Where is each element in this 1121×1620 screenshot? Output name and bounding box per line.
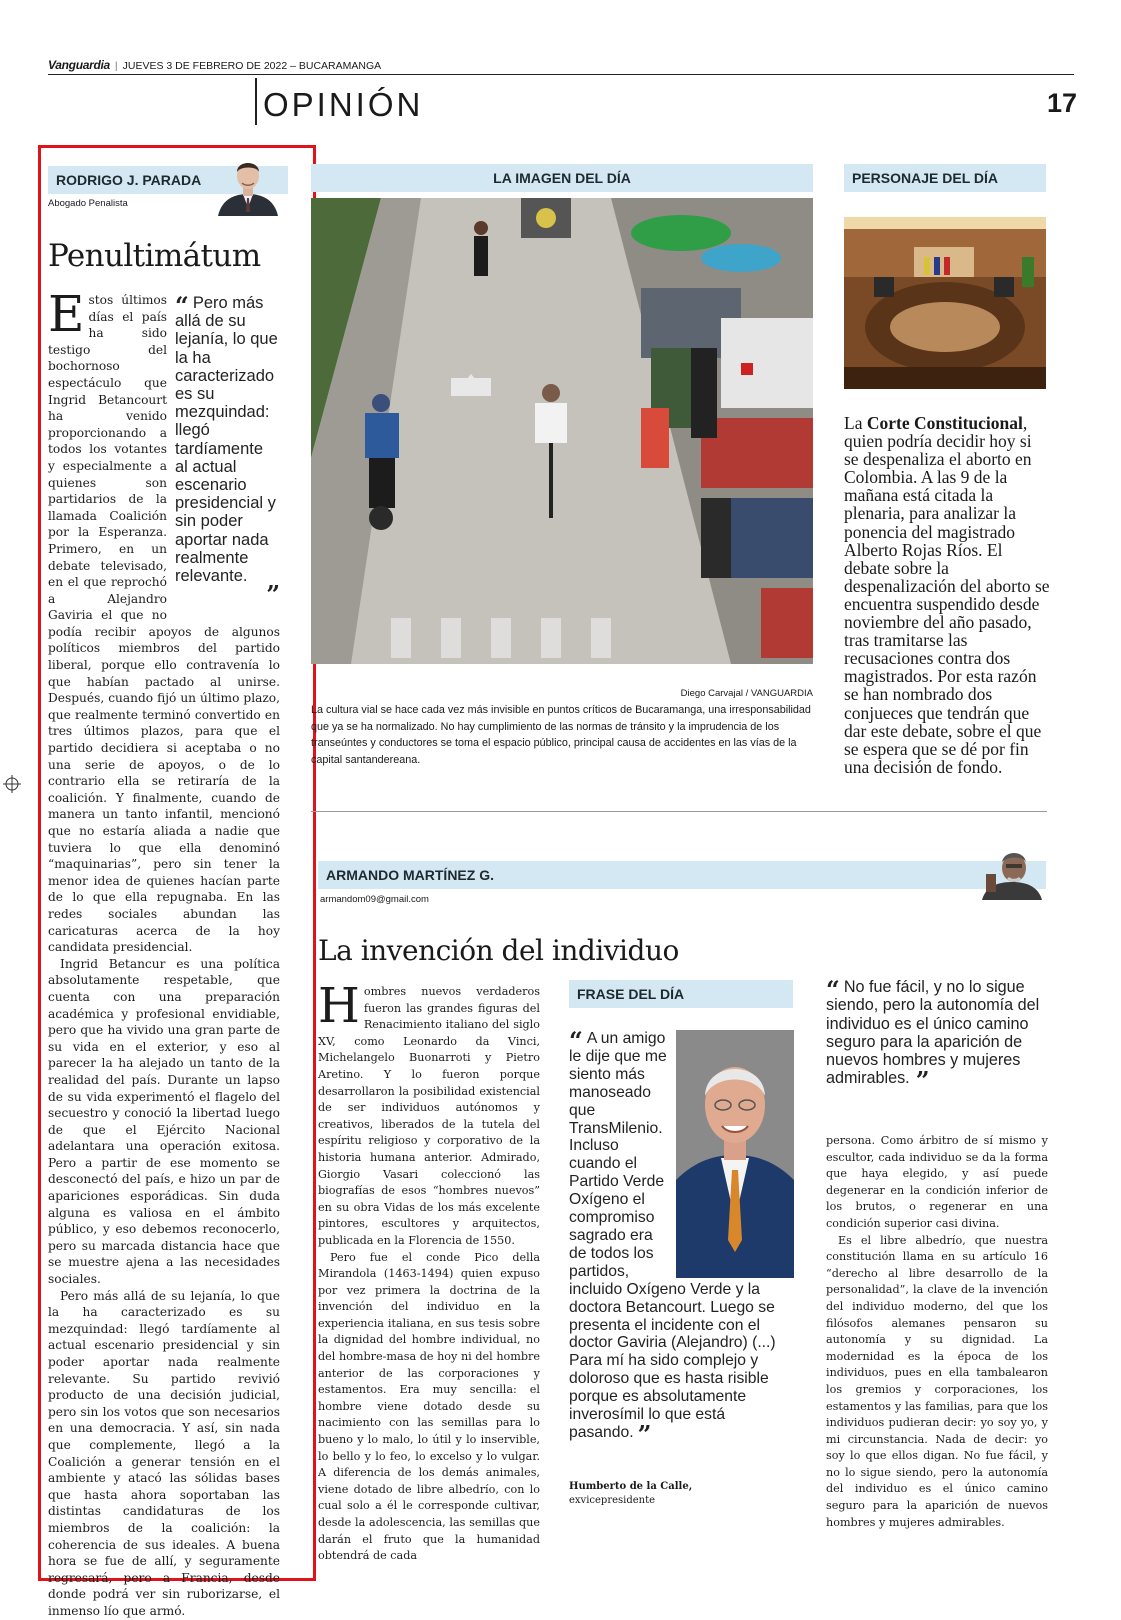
author-photo: [978, 848, 1046, 900]
photo-credit: Diego Carvajal / VANGUARDIA: [680, 688, 813, 699]
quote-author-role: exvicepresidente: [569, 1495, 656, 1506]
author-title: Abogado Penalista: [48, 198, 128, 209]
column-body: [48, 285, 280, 1618]
court-chamber-photo: [844, 217, 1046, 389]
masthead-rule: [48, 74, 1074, 75]
close-quote-icon: ”: [637, 1419, 652, 1449]
paragraph: Ingrid Betancur es una política absolutamente respetable, que cuenta con una preparación académica y profesional envidiable, pero que ha vivido una gran parte de su vida en el exterior, y eso al parecer la ha alejado un tanto de la realidad del país. Durante un lapso de su vida experimentó el flagelo del secuestro y conoció la libertad luego de que el Ejército Nacional adelantara una operación exitosa. Pero a partir de ese momento se desconectó del país, e hizo un par de apariciones esporádicas. Sin duda alguna es valiosa en el ámbito público, y eso debemos reconocerlo, pero su marcada distancia hace que se muestre ajena a las necesidades sociales.: [48, 956, 280, 1287]
date-line: JUEVES 3 DE FEBRERO DE 2022 – BUCARAMANGA: [122, 60, 382, 72]
open-quote-icon: “: [569, 1026, 583, 1055]
column-headline: La invención del individuo: [318, 934, 679, 967]
paragraph: persona. Como árbitro de sí mismo y escultor, cada individuo se da la forma que haya elegido, y así puede degenerar en la condición inferior de los brutos, o regenerar en una condición superior casi divina.: [826, 1134, 1048, 1230]
pull-quote: [175, 291, 280, 610]
quote-author: Humberto de la Calle,: [569, 1481, 693, 1492]
photo-spacer: [674, 1030, 794, 1280]
paragraph-text: ombres nuevos verdaderos fueron las grandes figuras del Renacimiento italiano del siglo XV, como Leonardo da Vinci, Michelangelo Buonarroti y Pietro Aretino. Y lo fueron porque desarrollaron la posibilidad existencial de ser individuos autónomos y creativos, liberados de la tutela del espíritu religioso y corporativo de la historia humana anterior. Admirado, Giorgio Vasari coleccionó las biografías de esos “hombres nuevos” en su obra Vidas de los más excelente pintores, escultores y arquitectos, publicada en la Florencia de 1550.: [318, 985, 540, 1247]
masthead: [48, 58, 1074, 74]
street-photo: [311, 198, 813, 664]
section-title: OPINIÓN: [263, 86, 424, 123]
close-quote-icon: ”: [915, 1066, 930, 1096]
quote-text: A un amigo le dije que me siento más manoseado que TransMilenio. Incluso cuando el Partido Verde Oxígeno el compromiso sagrado era de todos los partidos, incluido Oxígeno Verde y la doctora Betancourt. Luego se presenta el incidente con el doctor Gaviria (Alejandro) (...) Para mí ha sido complejo y doloroso que es hasta risible porque es absolutamente inverosímil lo que está pasando.: [569, 1030, 776, 1441]
section-divider: [255, 78, 257, 125]
section-rule: [311, 811, 1047, 812]
author-name: RODRIGO J. PARADA: [56, 172, 202, 188]
quote-of-day: [569, 1026, 794, 1450]
masthead-separator: |: [114, 60, 118, 72]
pull-quote-text: Pero más allá de su lejanía, lo que la ha caracterizado es su mezquindad: llegó tardíamente al actual escenario presidencial y sin poder aportar nada realmente relevante.: [175, 294, 278, 586]
page-number: 17: [1046, 88, 1077, 118]
column-body-continued: [826, 1133, 1048, 1529]
character-text-body: , quien podría decidir hoy si se despenaliza el aborto en Colombia. A las 9 de la mañana está citada la plenaria, para analizar la ponencia del magistrado Alberto Rojas Ríos. El debate sobre la despenalización del aborto se encuentra suspendido desde noviembre del año pasado, tras tramitarse las recusaciones contra dos magistrados. Por esta razón se han nombrado dos conjueces que tendrán que dar este debate, sobre el que se espera que se dé por fin una decisión de fondo.: [844, 413, 1050, 777]
paragraph-text: stos últimos días el país ha sido testigo del bochornoso espectáculo que Ingrid Betancourt ha venido proporcionando a todos los votantes y especialmente a quienes son partidarios de la llamada Coalición por la Esperanza. Primero, en un debate televisado, en el que reprochó a Alejandro Gaviria el que no podía recibir apoyos de algunos políticos miembros del partido liberal, porque ello contravenía lo que habían pactado al unirse. Después, cuando fijó un último plazo, que realmente terminó convertido en tres últimos plazos, para que el partido decidiera si aceptaba o no una serie de apoyos, o de lo contrario ella se retiraría de la coalición. Y finalmente, cuando de manera un tanto infantil, mencionó que no estaría aliada a nadie que tuviera lo que ella denominó “maquinarias”, pero sin tener la menor idea de quienes hacían parte de lo que ella repugnaba. En las redes sociales abundan las caricaturas acerca de la hoy candidata presidencial.: [48, 293, 280, 955]
pull-quote-text: No fue fácil, y no lo sigue siendo, pero la autonomía del individuo es el único camino seguro para la aparición de nuevos hombres y mujeres admirables.: [826, 978, 1040, 1088]
open-quote-icon: “: [175, 291, 189, 320]
photo-caption: La cultura vial se hace cada vez más invisible en puntos críticos de Bucaramanga, una irresponsabilidad que ya se ha normalizado. No hay cumplimiento de las normas de tránsito y la imprudencia de los transeúntes y conductores se toma el espacio público, principal causa de accidentes en las vías de la capital santandereana.: [311, 704, 811, 766]
character-name: Corte Constitucional: [866, 413, 1023, 433]
image-of-day-band: LA IMAGEN DEL DÍA: [311, 164, 813, 192]
drop-cap: E: [48, 285, 85, 343]
open-quote-icon: “: [826, 975, 840, 1004]
brand-logo: Vanguardia: [48, 58, 110, 72]
close-quote-icon: ”: [266, 580, 280, 610]
character-text-prefix: La: [844, 413, 867, 433]
author-email: armandom09@gmail.com: [320, 894, 429, 905]
paragraph: Pero más allá de su lejanía, lo que la ha caracterizado es su mezquindad: llegó tardíamente al actual escenario presidencial y sin poder aportar nada realmente relevante. Su partido revivió producto de una decisión judicial, pero sin los votos que son necesarios en una democracia. Y así, sin nada que complemente, llegó a la Coalición a generar tensión en el ambiente y atacó las sólidas bases que hasta ahora soportaban las distintas candidaturas de los miembros de la coalición: la coherencia de sus ideales. A buena hora se fue de allí, y seguramente regresará, pero a Francia, desde donde podrá ver sin ruborizarse, el inmenso lío que armó.: [48, 1288, 280, 1618]
character-of-day-band: PERSONAJE DEL DÍA: [844, 164, 1046, 192]
author-photo: [216, 152, 280, 216]
column-body: [318, 978, 540, 1563]
registration-mark-icon: [3, 775, 21, 793]
character-of-day-text: [844, 414, 1050, 776]
author-name: ARMANDO MARTÍNEZ G.: [326, 867, 494, 883]
pull-quote: [826, 975, 1048, 1096]
paragraph: [318, 978, 540, 1250]
paragraph: Pero fue el conde Pico della Mirandola (1463-1494) quien expuso por vez primera la doctrina de la invención del individuo en la experiencia italiana, en sus tesis sobre la dignidad del hombre individual, no del hombre-masa de hoy ni del hombre anterior de las corporaciones y estamentos. Era muy sencilla: el hombre viene dotado desde su nacimiento con las semillas para lo bueno y lo malo, lo útil y lo inservible, lo bello y lo feo, lo excelso y lo vulgar. A diferencia de los demás animales, viene dotado de libre albedrío, con lo cual solo a él le corresponde cultivar, desde la adolescencia, las semillas que darán el fruto que la humanidad obtendrá de cada: [318, 1250, 540, 1563]
drop-cap: H: [318, 978, 360, 1034]
quote-of-day-band: FRASE DEL DÍA: [569, 980, 793, 1008]
author-band: [318, 861, 1046, 889]
paragraph: Es el libre albedrío, que nuestra constitución llama en su artículo 16 “derecho al libre desarrollo de la personalidad”, la clave de la invención del individuo moderno, del que los filósofos alemanes pensaron su autonomía y su dignidad. La modernidad es la época de los individuos, pues en ella tambalearon los gremios y corporaciones, los estamentos y las familias, para que los individuos pudieran decir: yo soy yo, y mi circunstancia. Nada de decir: yo soy lo que ellos digan. No fue fácil, y no lo sigue siendo, pero la autonomía del individuo es el único camino seguro para la aparición de nuevos hombres y mujeres admirables.: [826, 1233, 1048, 1529]
column-headline: Penultimátum: [48, 238, 261, 274]
